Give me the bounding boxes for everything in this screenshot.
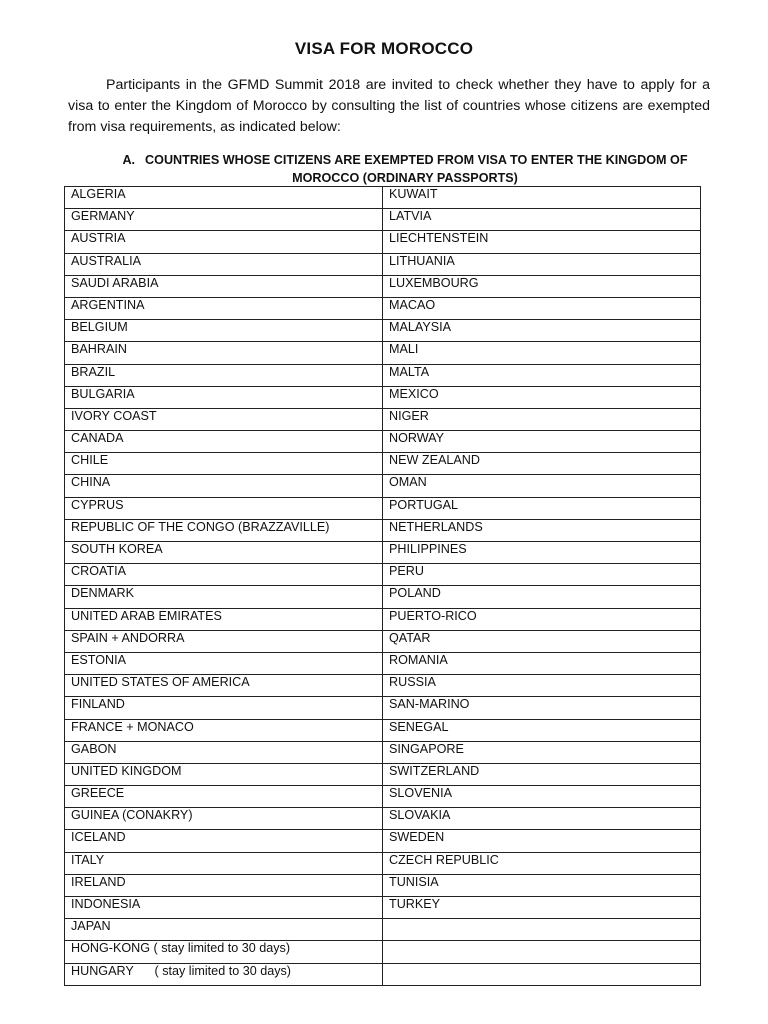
country-cell-left: GABON: [65, 741, 383, 763]
country-cell-left: BAHRAIN: [65, 342, 383, 364]
country-cell-right: [383, 941, 701, 963]
table-row: [65, 320, 701, 342]
country-cell-right: NETHERLANDS: [383, 519, 701, 541]
country-cell-right: TURKEY: [383, 897, 701, 919]
country-cell-right: POLAND: [383, 586, 701, 608]
country-cell-left: REPUBLIC OF THE CONGO (BRAZZAVILLE): [65, 519, 383, 541]
country-cell-left: UNITED STATES OF AMERICA: [65, 675, 383, 697]
exempt-countries-table-body: [65, 187, 701, 986]
country-cell-left: IVORY COAST: [65, 408, 383, 430]
country-cell-left: DENMARK: [65, 586, 383, 608]
table-row: [65, 763, 701, 785]
country-cell-right: PORTUGAL: [383, 497, 701, 519]
table-row: [65, 897, 701, 919]
country-cell-left: SOUTH KOREA: [65, 542, 383, 564]
table-row: [65, 786, 701, 808]
table-row: [65, 852, 701, 874]
country-cell-right: MACAO: [383, 297, 701, 319]
section-a-heading: [100, 151, 710, 187]
country-cell-right: [383, 963, 701, 985]
table-row: [65, 408, 701, 430]
country-cell-right: MALTA: [383, 364, 701, 386]
country-cell-left: FRANCE + MONACO: [65, 719, 383, 741]
table-row: [65, 453, 701, 475]
table-row: [65, 808, 701, 830]
country-cell-left: AUSTRIA: [65, 231, 383, 253]
table-row: [65, 919, 701, 941]
table-row: [65, 342, 701, 364]
country-cell-left: ICELAND: [65, 830, 383, 852]
table-row: [65, 830, 701, 852]
table-row: [65, 253, 701, 275]
document-title: VISA FOR MOROCCO: [294, 39, 474, 58]
country-cell-right: [383, 919, 701, 941]
country-cell-right: LUXEMBOURG: [383, 275, 701, 297]
country-cell-left: GERMANY: [65, 209, 383, 231]
table-row: [65, 297, 701, 319]
country-cell-left: INDONESIA: [65, 897, 383, 919]
country-cell-right: SENEGAL: [383, 719, 701, 741]
country-cell-right: MEXICO: [383, 386, 701, 408]
country-cell-right: SAN-MARINO: [383, 697, 701, 719]
table-row: [65, 386, 701, 408]
country-cell-right: PERU: [383, 564, 701, 586]
table-row: [65, 652, 701, 674]
country-cell-right: LATVIA: [383, 209, 701, 231]
country-cell-left: HUNGARY ( stay limited to 30 days): [65, 963, 383, 985]
country-cell-right: LITHUANIA: [383, 253, 701, 275]
table-row: [65, 586, 701, 608]
table-row: [65, 231, 701, 253]
country-cell-right: SWITZERLAND: [383, 763, 701, 785]
table-row: [65, 630, 701, 652]
country-cell-right: SLOVAKIA: [383, 808, 701, 830]
country-cell-right: CZECH REPUBLIC: [383, 852, 701, 874]
country-cell-left: ALGERIA: [65, 187, 383, 209]
country-cell-right: ROMANIA: [383, 652, 701, 674]
table-row: [65, 364, 701, 386]
country-cell-left: ESTONIA: [65, 652, 383, 674]
country-cell-left: CYPRUS: [65, 497, 383, 519]
country-cell-right: SLOVENIA: [383, 786, 701, 808]
country-cell-right: KUWAIT: [383, 187, 701, 209]
country-cell-left: BELGIUM: [65, 320, 383, 342]
country-cell-right: TUNISIA: [383, 874, 701, 896]
exempt-countries-table: [64, 186, 701, 986]
country-cell-left: AUSTRALIA: [65, 253, 383, 275]
country-cell-left: CHINA: [65, 475, 383, 497]
country-cell-right: NORWAY: [383, 431, 701, 453]
table-row: [65, 874, 701, 896]
country-cell-right: MALI: [383, 342, 701, 364]
country-cell-left: ARGENTINA: [65, 297, 383, 319]
table-row: [65, 209, 701, 231]
table-row: [65, 719, 701, 741]
table-row: [65, 475, 701, 497]
country-cell-left: JAPAN: [65, 919, 383, 941]
country-cell-left: IRELAND: [65, 874, 383, 896]
country-cell-right: LIECHTENSTEIN: [383, 231, 701, 253]
table-row: [65, 187, 701, 209]
country-cell-left: SPAIN + ANDORRA: [65, 630, 383, 652]
table-row: [65, 542, 701, 564]
country-cell-left: GREECE: [65, 786, 383, 808]
country-cell-left: GUINEA (CONAKRY): [65, 808, 383, 830]
table-row: [65, 497, 701, 519]
country-cell-left: BRAZIL: [65, 364, 383, 386]
table-row: [65, 741, 701, 763]
country-cell-right: MALAYSIA: [383, 320, 701, 342]
country-cell-left: SAUDI ARABIA: [65, 275, 383, 297]
country-cell-right: NIGER: [383, 408, 701, 430]
section-a-heading-text: COUNTRIES WHOSE CITIZENS ARE EXEMPTED FROM VISA TO ENTER THE KINGDOM OF MOROCCO (ORDINARY PASSPORTS): [145, 153, 688, 185]
country-cell-left: UNITED KINGDOM: [65, 763, 383, 785]
table-row: [65, 275, 701, 297]
country-cell-left: HONG-KONG ( stay limited to 30 days): [65, 941, 383, 963]
country-cell-right: SWEDEN: [383, 830, 701, 852]
country-cell-left: ITALY: [65, 852, 383, 874]
country-cell-right: NEW ZEALAND: [383, 453, 701, 475]
table-row: [65, 608, 701, 630]
table-row: [65, 431, 701, 453]
country-cell-left: CHILE: [65, 453, 383, 475]
table-row: [65, 564, 701, 586]
country-cell-right: RUSSIA: [383, 675, 701, 697]
country-cell-right: QATAR: [383, 630, 701, 652]
table-row: [65, 675, 701, 697]
section-a-marker: A.: [122, 153, 136, 167]
country-cell-right: OMAN: [383, 475, 701, 497]
country-cell-left: BULGARIA: [65, 386, 383, 408]
table-row: [65, 519, 701, 541]
country-cell-right: PUERTO-RICO: [383, 608, 701, 630]
country-cell-left: CROATIA: [65, 564, 383, 586]
table-row: [65, 941, 701, 963]
intro-paragraph: Participants in the GFMD Summit 2018 are invited to check whether they have to apply for a visa to enter the Kingdom of Morocco by consulting the list of countries whose citizens are exempted from visa requirements, as indicated below:: [68, 77, 710, 135]
country-cell-right: SINGAPORE: [383, 741, 701, 763]
country-cell-left: FINLAND: [65, 697, 383, 719]
table-row: [65, 963, 701, 985]
country-cell-left: CANADA: [65, 431, 383, 453]
country-cell-left: UNITED ARAB EMIRATES: [65, 608, 383, 630]
table-row: [65, 697, 701, 719]
country-cell-right: PHILIPPINES: [383, 542, 701, 564]
